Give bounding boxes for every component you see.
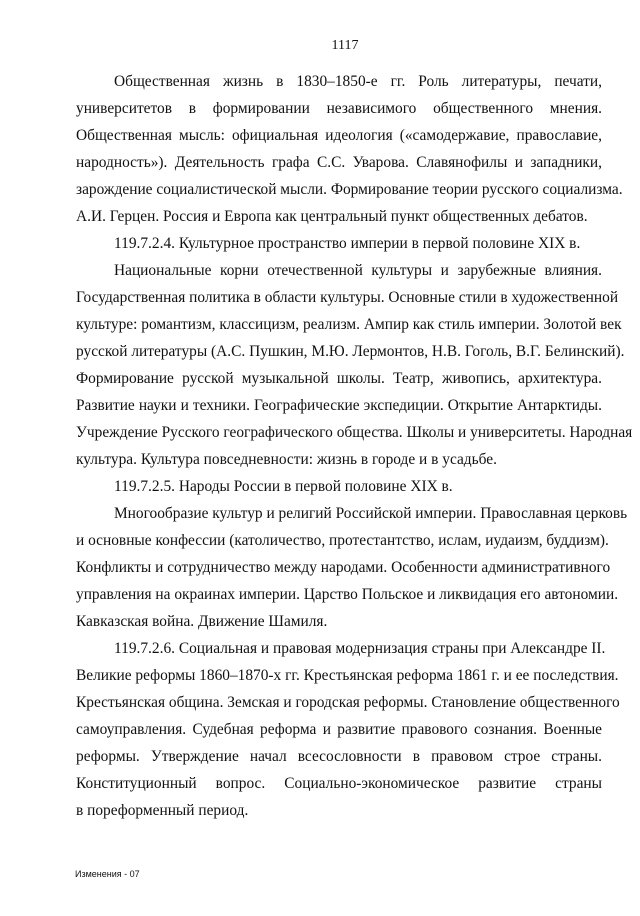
paragraph-6-line-6: Конституционный вопрос. Социально-экономическое развитие страны <box>76 775 602 792</box>
section-heading-119-7-2-5: 119.7.2.5. Народы России в первой половине XIX в. <box>114 478 453 495</box>
paragraph-1-line-4: народность»). Деятельность графа С.С. Уварова. Славянофилы и западники, <box>76 154 602 171</box>
paragraph-5-line-3: Конфликты и сотрудничество между народами. Особенности административного <box>76 559 611 576</box>
paragraph-6-line-5: реформы. Утверждение начал всесословности в правовом строе страны. <box>76 748 602 765</box>
paragraph-6-line-7: в пореформенный период. <box>76 802 249 819</box>
paragraph-6-line-1: 119.7.2.6. Социальная и правовая модернизация страны при Александре II. <box>114 640 606 657</box>
page-number: 1117 <box>331 38 359 53</box>
paragraph-1-line-3: Общественная мысль: официальная идеология («самодержавие, православие, <box>76 127 602 144</box>
paragraph-5-line-1: Многообразие культур и религий Российской империи. Православная церковь <box>114 505 628 522</box>
paragraph-5-line-4: управления на окраинах империи. Царство Польское и ликвидация его автономии. <box>76 586 619 603</box>
section-heading-119-7-2-4: 119.7.2.4. Культурное пространство империи в первой половине XIX в. <box>114 235 581 252</box>
paragraph-1-line-5: зарождение социалистической мысли. Формирование теории русского социализма. <box>76 181 623 198</box>
paragraph-3-line-6: Развитие науки и техники. Географические экспедиции. Открытие Антарктиды. <box>76 397 602 414</box>
paragraph-3-line-8: культура. Культура повседневности: жизнь в городе и в усадьбе. <box>76 451 497 468</box>
paragraph-3-line-3: культуре: романтизм, классицизм, реализм. Ампир как стиль империи. Золотой век <box>76 316 622 333</box>
paragraph-3-line-2: Государственная политика в области культуры. Основные стили в художественной <box>76 289 619 306</box>
paragraph-1-line-1: Общественная жизнь в 1830–1850-е гг. Роль литературы, печати, <box>114 73 602 90</box>
paragraph-6-line-4: самоуправления. Судебная реформа и развитие правового сознания. Военные <box>76 721 602 738</box>
paragraph-1-line-2: университетов в формировании независимого общественного мнения. <box>76 100 602 117</box>
paragraph-6-line-3: Крестьянская община. Земская и городская реформы. Становление общественного <box>76 694 620 711</box>
paragraph-1-line-6: А.И. Герцен. Россия и Европа как центральный пункт общественных дебатов. <box>76 208 588 225</box>
paragraph-6-line-2: Великие реформы 1860–1870-х гг. Крестьянская реформа 1861 г. и ее последствия. <box>76 667 619 684</box>
paragraph-5-line-2: и основные конфессии (католичество, протестантство, ислам, иудаизм, буддизм). <box>76 532 609 549</box>
paragraph-3-line-4: русской литературы (А.С. Пушкин, М.Ю. Лермонтов, Н.В. Гоголь, В.Г. Белинский). <box>76 343 625 360</box>
page-footer: Изменения - 07 <box>75 869 140 879</box>
paragraph-3-line-1: Национальные корни отечественной культуры и зарубежные влияния. <box>114 262 602 279</box>
paragraph-5-line-5: Кавказская война. Движение Шамиля. <box>76 613 328 630</box>
paragraph-3-line-5: Формирование русской музыкальной школы. Театр, живопись, архитектура. <box>76 370 602 387</box>
paragraph-3-line-7: Учреждение Русского географического общества. Школы и университеты. Народная <box>76 424 633 441</box>
